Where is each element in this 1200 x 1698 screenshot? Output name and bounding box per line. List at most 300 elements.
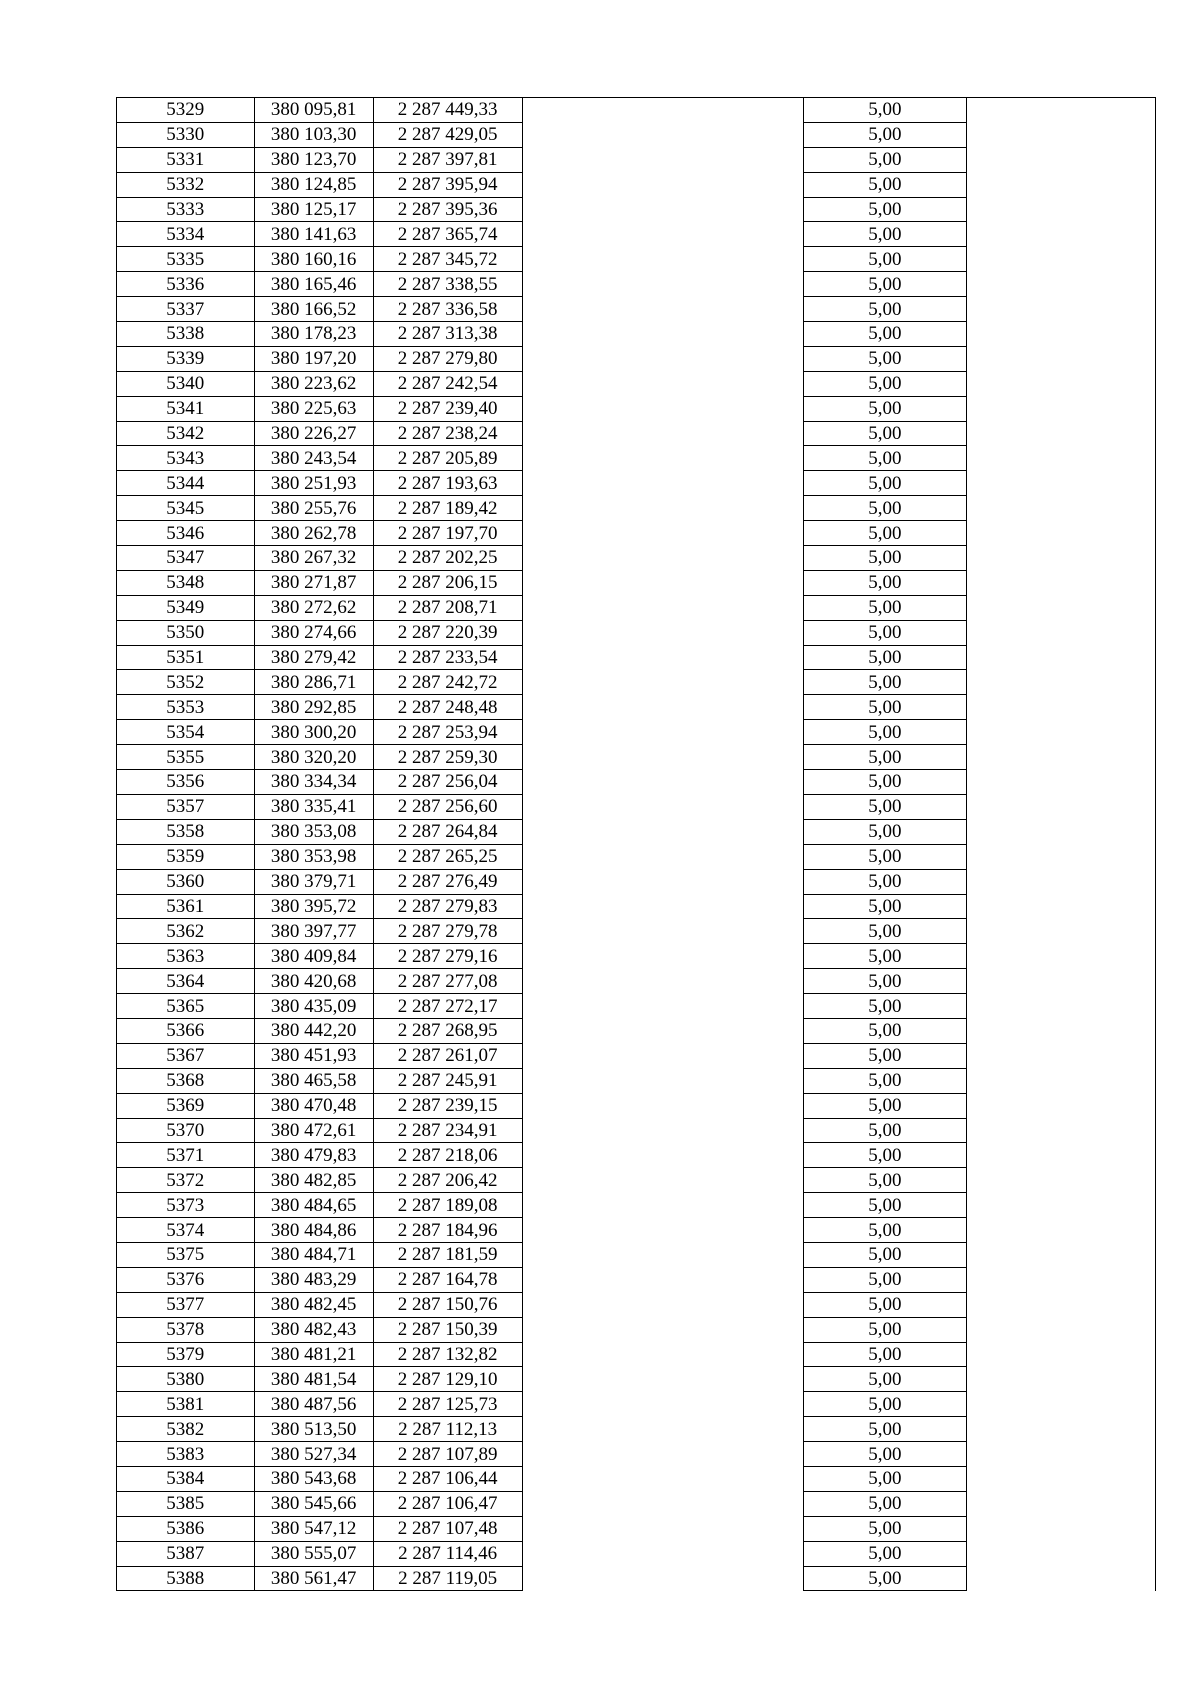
accuracy-cell: 5,00 xyxy=(803,1118,966,1143)
point-number-cell: 5332 xyxy=(117,172,255,197)
x-coordinate-cell: 380 420,68 xyxy=(254,969,373,994)
table-row xyxy=(117,869,1156,894)
y-coordinate-cell: 2 287 150,39 xyxy=(373,1317,522,1342)
point-number-cell: 5367 xyxy=(117,1043,255,1068)
x-coordinate-cell: 380 165,46 xyxy=(254,272,373,297)
x-coordinate-cell: 380 279,42 xyxy=(254,645,373,670)
remark-cell xyxy=(967,620,1156,645)
x-coordinate-cell: 380 470,48 xyxy=(254,1093,373,1118)
remark-cell xyxy=(967,770,1156,795)
remark-cell xyxy=(967,471,1156,496)
accuracy-cell: 5,00 xyxy=(803,620,966,645)
remark-cell xyxy=(967,346,1156,371)
note-cell xyxy=(522,720,803,745)
table-row xyxy=(117,1342,1156,1367)
accuracy-cell: 5,00 xyxy=(803,346,966,371)
remark-cell xyxy=(967,521,1156,546)
x-coordinate-cell: 380 124,85 xyxy=(254,172,373,197)
accuracy-cell: 5,00 xyxy=(803,1093,966,1118)
x-coordinate-cell: 380 300,20 xyxy=(254,720,373,745)
remark-cell xyxy=(967,670,1156,695)
y-coordinate-cell: 2 287 189,08 xyxy=(373,1193,522,1218)
note-cell xyxy=(522,1018,803,1043)
remark-cell xyxy=(967,1417,1156,1442)
point-number-cell: 5387 xyxy=(117,1541,255,1566)
remark-cell xyxy=(967,745,1156,770)
remark-cell xyxy=(967,1068,1156,1093)
y-coordinate-cell: 2 287 272,17 xyxy=(373,994,522,1019)
x-coordinate-cell: 380 320,20 xyxy=(254,745,373,770)
y-coordinate-cell: 2 287 164,78 xyxy=(373,1267,522,1292)
coordinates-table-body xyxy=(117,98,1156,1591)
x-coordinate-cell: 380 353,98 xyxy=(254,844,373,869)
x-coordinate-cell: 380 555,07 xyxy=(254,1541,373,1566)
point-number-cell: 5350 xyxy=(117,620,255,645)
table-row xyxy=(117,1168,1156,1193)
y-coordinate-cell: 2 287 106,47 xyxy=(373,1491,522,1516)
point-number-cell: 5384 xyxy=(117,1466,255,1491)
x-coordinate-cell: 380 272,62 xyxy=(254,595,373,620)
remark-cell xyxy=(967,720,1156,745)
y-coordinate-cell: 2 287 256,04 xyxy=(373,770,522,795)
remark-cell xyxy=(967,1367,1156,1392)
table-row xyxy=(117,247,1156,272)
y-coordinate-cell: 2 287 449,33 xyxy=(373,98,522,123)
y-coordinate-cell: 2 287 313,38 xyxy=(373,322,522,347)
point-number-cell: 5340 xyxy=(117,371,255,396)
point-number-cell: 5360 xyxy=(117,869,255,894)
note-cell xyxy=(522,1292,803,1317)
table-row xyxy=(117,595,1156,620)
y-coordinate-cell: 2 287 264,84 xyxy=(373,819,522,844)
y-coordinate-cell: 2 287 205,89 xyxy=(373,446,522,471)
accuracy-cell: 5,00 xyxy=(803,1417,966,1442)
note-cell xyxy=(522,98,803,123)
note-cell xyxy=(522,1242,803,1267)
point-number-cell: 5358 xyxy=(117,819,255,844)
table-row xyxy=(117,272,1156,297)
table-row xyxy=(117,1516,1156,1541)
point-number-cell: 5374 xyxy=(117,1218,255,1243)
y-coordinate-cell: 2 287 206,15 xyxy=(373,570,522,595)
table-row xyxy=(117,222,1156,247)
note-cell xyxy=(522,147,803,172)
note-cell xyxy=(522,1118,803,1143)
table-row xyxy=(117,1068,1156,1093)
table-row xyxy=(117,695,1156,720)
x-coordinate-cell: 380 527,34 xyxy=(254,1442,373,1467)
y-coordinate-cell: 2 287 189,42 xyxy=(373,496,522,521)
remark-cell xyxy=(967,396,1156,421)
x-coordinate-cell: 380 481,21 xyxy=(254,1342,373,1367)
point-number-cell: 5381 xyxy=(117,1392,255,1417)
y-coordinate-cell: 2 287 276,49 xyxy=(373,869,522,894)
y-coordinate-cell: 2 287 256,60 xyxy=(373,794,522,819)
x-coordinate-cell: 380 095,81 xyxy=(254,98,373,123)
note-cell xyxy=(522,944,803,969)
point-number-cell: 5385 xyxy=(117,1491,255,1516)
x-coordinate-cell: 380 103,30 xyxy=(254,122,373,147)
remark-cell xyxy=(967,994,1156,1019)
table-row xyxy=(117,1093,1156,1118)
accuracy-cell: 5,00 xyxy=(803,222,966,247)
point-number-cell: 5361 xyxy=(117,894,255,919)
accuracy-cell: 5,00 xyxy=(803,1143,966,1168)
accuracy-cell: 5,00 xyxy=(803,98,966,123)
point-number-cell: 5334 xyxy=(117,222,255,247)
accuracy-cell: 5,00 xyxy=(803,1442,966,1467)
coordinates-table xyxy=(116,97,1156,1591)
y-coordinate-cell: 2 287 125,73 xyxy=(373,1392,522,1417)
point-number-cell: 5368 xyxy=(117,1068,255,1093)
y-coordinate-cell: 2 287 265,25 xyxy=(373,844,522,869)
table-row xyxy=(117,1018,1156,1043)
point-number-cell: 5342 xyxy=(117,421,255,446)
note-cell xyxy=(522,1516,803,1541)
accuracy-cell: 5,00 xyxy=(803,1043,966,1068)
y-coordinate-cell: 2 287 234,91 xyxy=(373,1118,522,1143)
x-coordinate-cell: 380 481,54 xyxy=(254,1367,373,1392)
accuracy-cell: 5,00 xyxy=(803,172,966,197)
x-coordinate-cell: 380 487,56 xyxy=(254,1392,373,1417)
accuracy-cell: 5,00 xyxy=(803,122,966,147)
note-cell xyxy=(522,396,803,421)
remark-cell xyxy=(967,546,1156,571)
table-row xyxy=(117,1442,1156,1467)
y-coordinate-cell: 2 287 238,24 xyxy=(373,421,522,446)
remark-cell xyxy=(967,1541,1156,1566)
table-row xyxy=(117,894,1156,919)
point-number-cell: 5330 xyxy=(117,122,255,147)
table-row xyxy=(117,147,1156,172)
y-coordinate-cell: 2 287 132,82 xyxy=(373,1342,522,1367)
remark-cell xyxy=(967,1317,1156,1342)
accuracy-cell: 5,00 xyxy=(803,1193,966,1218)
point-number-cell: 5364 xyxy=(117,969,255,994)
remark-cell xyxy=(967,371,1156,396)
table-row xyxy=(117,1218,1156,1243)
remark-cell xyxy=(967,247,1156,272)
remark-cell xyxy=(967,222,1156,247)
table-row xyxy=(117,1193,1156,1218)
note-cell xyxy=(522,1566,803,1591)
point-number-cell: 5379 xyxy=(117,1342,255,1367)
table-row xyxy=(117,1566,1156,1591)
note-cell xyxy=(522,297,803,322)
y-coordinate-cell: 2 287 202,25 xyxy=(373,546,522,571)
x-coordinate-cell: 380 226,27 xyxy=(254,421,373,446)
x-coordinate-cell: 380 223,62 xyxy=(254,371,373,396)
remark-cell xyxy=(967,1218,1156,1243)
y-coordinate-cell: 2 287 206,42 xyxy=(373,1168,522,1193)
note-cell xyxy=(522,1417,803,1442)
accuracy-cell: 5,00 xyxy=(803,944,966,969)
accuracy-cell: 5,00 xyxy=(803,994,966,1019)
x-coordinate-cell: 380 479,83 xyxy=(254,1143,373,1168)
accuracy-cell: 5,00 xyxy=(803,869,966,894)
remark-cell xyxy=(967,1168,1156,1193)
table-row xyxy=(117,322,1156,347)
x-coordinate-cell: 380 197,20 xyxy=(254,346,373,371)
x-coordinate-cell: 380 286,71 xyxy=(254,670,373,695)
point-number-cell: 5337 xyxy=(117,297,255,322)
note-cell xyxy=(522,247,803,272)
point-number-cell: 5349 xyxy=(117,595,255,620)
table-row xyxy=(117,844,1156,869)
x-coordinate-cell: 380 482,43 xyxy=(254,1317,373,1342)
table-row xyxy=(117,1466,1156,1491)
x-coordinate-cell: 380 409,84 xyxy=(254,944,373,969)
y-coordinate-cell: 2 287 239,40 xyxy=(373,396,522,421)
x-coordinate-cell: 380 451,93 xyxy=(254,1043,373,1068)
accuracy-cell: 5,00 xyxy=(803,272,966,297)
remark-cell xyxy=(967,1442,1156,1467)
x-coordinate-cell: 380 334,34 xyxy=(254,770,373,795)
table-row xyxy=(117,421,1156,446)
point-number-cell: 5375 xyxy=(117,1242,255,1267)
remark-cell xyxy=(967,421,1156,446)
y-coordinate-cell: 2 287 248,48 xyxy=(373,695,522,720)
table-row xyxy=(117,994,1156,1019)
accuracy-cell: 5,00 xyxy=(803,1367,966,1392)
table-row xyxy=(117,645,1156,670)
note-cell xyxy=(522,421,803,446)
accuracy-cell: 5,00 xyxy=(803,521,966,546)
y-coordinate-cell: 2 287 338,55 xyxy=(373,272,522,297)
y-coordinate-cell: 2 287 259,30 xyxy=(373,745,522,770)
note-cell xyxy=(522,670,803,695)
remark-cell xyxy=(967,794,1156,819)
remark-cell xyxy=(967,645,1156,670)
x-coordinate-cell: 380 271,87 xyxy=(254,570,373,595)
table-row xyxy=(117,1292,1156,1317)
point-number-cell: 5388 xyxy=(117,1566,255,1591)
remark-cell xyxy=(967,570,1156,595)
y-coordinate-cell: 2 287 397,81 xyxy=(373,147,522,172)
remark-cell xyxy=(967,695,1156,720)
y-coordinate-cell: 2 287 239,15 xyxy=(373,1093,522,1118)
point-number-cell: 5333 xyxy=(117,197,255,222)
accuracy-cell: 5,00 xyxy=(803,1242,966,1267)
point-number-cell: 5335 xyxy=(117,247,255,272)
note-cell xyxy=(522,1317,803,1342)
table-row xyxy=(117,944,1156,969)
accuracy-cell: 5,00 xyxy=(803,1317,966,1342)
y-coordinate-cell: 2 287 106,44 xyxy=(373,1466,522,1491)
table-row xyxy=(117,521,1156,546)
accuracy-cell: 5,00 xyxy=(803,819,966,844)
x-coordinate-cell: 380 178,23 xyxy=(254,322,373,347)
note-cell xyxy=(522,1541,803,1566)
remark-cell xyxy=(967,869,1156,894)
accuracy-cell: 5,00 xyxy=(803,720,966,745)
remark-cell xyxy=(967,98,1156,123)
point-number-cell: 5369 xyxy=(117,1093,255,1118)
note-cell xyxy=(522,1442,803,1467)
point-number-cell: 5343 xyxy=(117,446,255,471)
y-coordinate-cell: 2 287 268,95 xyxy=(373,1018,522,1043)
note-cell xyxy=(522,595,803,620)
remark-cell xyxy=(967,819,1156,844)
note-cell xyxy=(522,794,803,819)
note-cell xyxy=(522,1043,803,1068)
table-row xyxy=(117,496,1156,521)
table-row xyxy=(117,670,1156,695)
y-coordinate-cell: 2 287 119,05 xyxy=(373,1566,522,1591)
y-coordinate-cell: 2 287 233,54 xyxy=(373,645,522,670)
y-coordinate-cell: 2 287 107,48 xyxy=(373,1516,522,1541)
note-cell xyxy=(522,1168,803,1193)
table-row xyxy=(117,122,1156,147)
remark-cell xyxy=(967,1292,1156,1317)
note-cell xyxy=(522,695,803,720)
table-row xyxy=(117,1317,1156,1342)
accuracy-cell: 5,00 xyxy=(803,1292,966,1317)
accuracy-cell: 5,00 xyxy=(803,645,966,670)
x-coordinate-cell: 380 472,61 xyxy=(254,1118,373,1143)
note-cell xyxy=(522,471,803,496)
note-cell xyxy=(522,1143,803,1168)
y-coordinate-cell: 2 287 197,70 xyxy=(373,521,522,546)
point-number-cell: 5336 xyxy=(117,272,255,297)
accuracy-cell: 5,00 xyxy=(803,1516,966,1541)
y-coordinate-cell: 2 287 218,06 xyxy=(373,1143,522,1168)
point-number-cell: 5359 xyxy=(117,844,255,869)
point-number-cell: 5339 xyxy=(117,346,255,371)
table-row xyxy=(117,819,1156,844)
x-coordinate-cell: 380 166,52 xyxy=(254,297,373,322)
table-row xyxy=(117,570,1156,595)
point-number-cell: 5344 xyxy=(117,471,255,496)
accuracy-cell: 5,00 xyxy=(803,894,966,919)
remark-cell xyxy=(967,1466,1156,1491)
y-coordinate-cell: 2 287 242,54 xyxy=(373,371,522,396)
y-coordinate-cell: 2 287 107,89 xyxy=(373,1442,522,1467)
point-number-cell: 5376 xyxy=(117,1267,255,1292)
note-cell xyxy=(522,1367,803,1392)
note-cell xyxy=(522,446,803,471)
y-coordinate-cell: 2 287 345,72 xyxy=(373,247,522,272)
note-cell xyxy=(522,894,803,919)
table-row xyxy=(117,1491,1156,1516)
y-coordinate-cell: 2 287 242,72 xyxy=(373,670,522,695)
x-coordinate-cell: 380 547,12 xyxy=(254,1516,373,1541)
note-cell xyxy=(522,1068,803,1093)
remark-cell xyxy=(967,969,1156,994)
table-row xyxy=(117,1267,1156,1292)
note-cell xyxy=(522,1267,803,1292)
note-cell xyxy=(522,222,803,247)
accuracy-cell: 5,00 xyxy=(803,396,966,421)
x-coordinate-cell: 380 442,20 xyxy=(254,1018,373,1043)
y-coordinate-cell: 2 287 129,10 xyxy=(373,1367,522,1392)
x-coordinate-cell: 380 267,32 xyxy=(254,546,373,571)
x-coordinate-cell: 380 141,63 xyxy=(254,222,373,247)
accuracy-cell: 5,00 xyxy=(803,1342,966,1367)
table-row xyxy=(117,98,1156,123)
y-coordinate-cell: 2 287 253,94 xyxy=(373,720,522,745)
x-coordinate-cell: 380 482,85 xyxy=(254,1168,373,1193)
x-coordinate-cell: 380 397,77 xyxy=(254,919,373,944)
point-number-cell: 5357 xyxy=(117,794,255,819)
accuracy-cell: 5,00 xyxy=(803,371,966,396)
accuracy-cell: 5,00 xyxy=(803,919,966,944)
remark-cell xyxy=(967,1093,1156,1118)
point-number-cell: 5351 xyxy=(117,645,255,670)
y-coordinate-cell: 2 287 150,76 xyxy=(373,1292,522,1317)
accuracy-cell: 5,00 xyxy=(803,546,966,571)
y-coordinate-cell: 2 287 395,36 xyxy=(373,197,522,222)
point-number-cell: 5386 xyxy=(117,1516,255,1541)
x-coordinate-cell: 380 262,78 xyxy=(254,521,373,546)
note-cell xyxy=(522,1218,803,1243)
point-number-cell: 5380 xyxy=(117,1367,255,1392)
point-number-cell: 5383 xyxy=(117,1442,255,1467)
note-cell xyxy=(522,1193,803,1218)
x-coordinate-cell: 380 353,08 xyxy=(254,819,373,844)
table-row xyxy=(117,1043,1156,1068)
remark-cell xyxy=(967,1342,1156,1367)
table-row xyxy=(117,770,1156,795)
y-coordinate-cell: 2 287 261,07 xyxy=(373,1043,522,1068)
accuracy-cell: 5,00 xyxy=(803,322,966,347)
y-coordinate-cell: 2 287 365,74 xyxy=(373,222,522,247)
x-coordinate-cell: 380 543,68 xyxy=(254,1466,373,1491)
note-cell xyxy=(522,745,803,770)
point-number-cell: 5371 xyxy=(117,1143,255,1168)
point-number-cell: 5377 xyxy=(117,1292,255,1317)
remark-cell xyxy=(967,1193,1156,1218)
y-coordinate-cell: 2 287 193,63 xyxy=(373,471,522,496)
point-number-cell: 5370 xyxy=(117,1118,255,1143)
point-number-cell: 5341 xyxy=(117,396,255,421)
note-cell xyxy=(522,570,803,595)
table-row xyxy=(117,297,1156,322)
accuracy-cell: 5,00 xyxy=(803,745,966,770)
point-number-cell: 5378 xyxy=(117,1317,255,1342)
remark-cell xyxy=(967,122,1156,147)
accuracy-cell: 5,00 xyxy=(803,695,966,720)
accuracy-cell: 5,00 xyxy=(803,247,966,272)
table-row xyxy=(117,471,1156,496)
point-number-cell: 5346 xyxy=(117,521,255,546)
remark-cell xyxy=(967,496,1156,521)
note-cell xyxy=(522,521,803,546)
note-cell xyxy=(522,346,803,371)
remark-cell xyxy=(967,1267,1156,1292)
x-coordinate-cell: 380 160,16 xyxy=(254,247,373,272)
accuracy-cell: 5,00 xyxy=(803,496,966,521)
table-row xyxy=(117,745,1156,770)
table-row xyxy=(117,1417,1156,1442)
point-number-cell: 5331 xyxy=(117,147,255,172)
y-coordinate-cell: 2 287 279,80 xyxy=(373,346,522,371)
y-coordinate-cell: 2 287 245,91 xyxy=(373,1068,522,1093)
table-row xyxy=(117,197,1156,222)
accuracy-cell: 5,00 xyxy=(803,969,966,994)
accuracy-cell: 5,00 xyxy=(803,471,966,496)
remark-cell xyxy=(967,944,1156,969)
y-coordinate-cell: 2 287 181,59 xyxy=(373,1242,522,1267)
accuracy-cell: 5,00 xyxy=(803,1541,966,1566)
y-coordinate-cell: 2 287 184,96 xyxy=(373,1218,522,1243)
accuracy-cell: 5,00 xyxy=(803,197,966,222)
table-row xyxy=(117,794,1156,819)
accuracy-cell: 5,00 xyxy=(803,1466,966,1491)
x-coordinate-cell: 380 484,65 xyxy=(254,1193,373,1218)
remark-cell xyxy=(967,297,1156,322)
table-row xyxy=(117,346,1156,371)
